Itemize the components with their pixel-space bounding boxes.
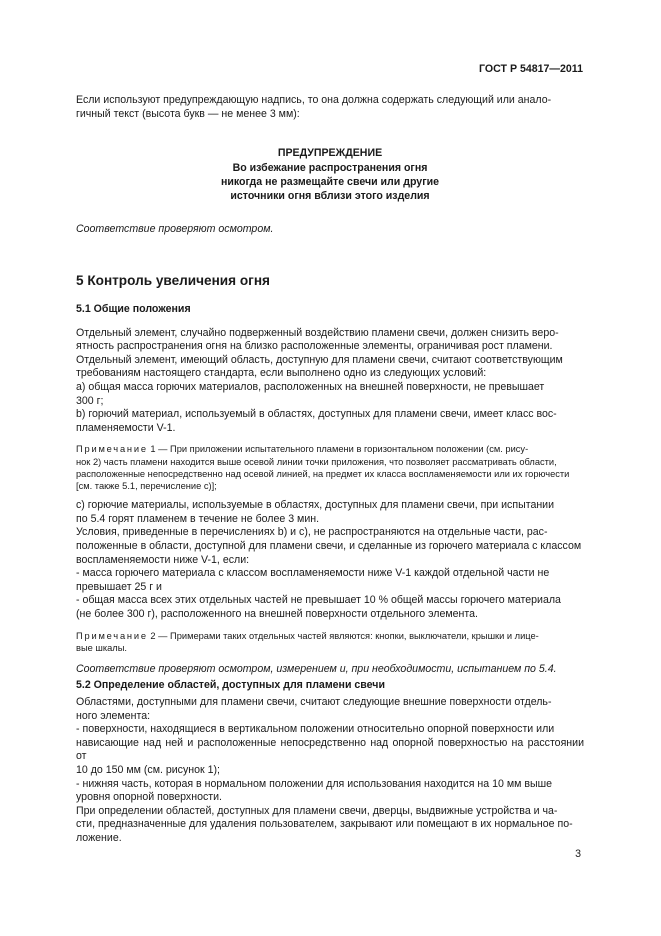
intro-paragraph xyxy=(76,94,584,121)
warning-line: никогда не размещайте свечи или другие xyxy=(220,176,440,188)
text-line: - масса горючего материала с классом воспламеняемости ниже V-1 каждой отдельной части не xyxy=(76,567,550,580)
text-line: воспламеняемости ниже V-1, если: xyxy=(76,553,250,566)
text-line: вые шкалы. xyxy=(76,642,127,653)
text-line: превышает 25 г и xyxy=(76,580,162,593)
warning-line: источники огня вблизи этого изделия xyxy=(230,190,430,203)
compliance-note: Соответствие проверяют осмотром, измерением и, при необходимости, испытанием по 5.4. xyxy=(76,662,557,675)
text-line: b) горючий материал, используемый в областях, доступных для пламени свечи, имеет класс вос- xyxy=(76,408,557,421)
note-2 xyxy=(76,630,584,654)
compliance-note: Соответствие проверяют осмотром. xyxy=(76,222,274,235)
subsection-heading: 5.1 Общие положения xyxy=(76,303,191,315)
document-code: ГОСТ Р 54817—2011 xyxy=(479,63,583,75)
text-line: ложение. xyxy=(76,832,122,845)
subsection-heading: 5.2 Определение областей, доступных для пламени свечи xyxy=(76,678,385,691)
page-content xyxy=(76,94,584,846)
text-line: 10 до 150 мм (см. рисунок 1); xyxy=(76,764,220,777)
text-line: 2 — Примерами таких отдельных частей являются: кнопки, выключатели, крышки и лице- xyxy=(147,630,539,641)
paragraph xyxy=(76,696,584,846)
text-line: требованиям настоящего стандарта, если выполнено одно из следующих условий: xyxy=(76,367,487,380)
text-line: 1 — При приложении испытательного пламени в горизонтальном положении (см. рису- xyxy=(147,444,529,455)
note-label: Примечание xyxy=(76,630,148,641)
text-line: уровня опорной поверхности. xyxy=(76,791,222,804)
warning-block xyxy=(76,146,584,204)
text-line: - поверхности, находящиеся в вертикальном положении относительно опорной поверхности или xyxy=(76,723,555,736)
text-line: нависающие над ней и расположенные непосредственно над опорной поверхностью на расстоянии от xyxy=(76,736,584,763)
note-1 xyxy=(76,443,584,492)
text-line: с) горючие материалы, используемые в областях, доступных для пламени свечи, при испытании xyxy=(76,499,555,512)
text-line: [см. также 5.1, перечисление с)]; xyxy=(76,480,217,491)
text-line: расположенные непосредственно над осевой линией, на предмет их класса воспламеняемости или их горючести xyxy=(76,468,570,479)
text-line: При определении областей, доступных для пламени свечи, дверцы, выдвижные устройства и ча- xyxy=(76,804,558,817)
text-line: сти, предназначенные для удаления пользователем, закрывают или помещают в их нормальное по- xyxy=(76,818,573,831)
text-line: пламеняемости V-1. xyxy=(76,421,176,434)
text-line: - общая масса всех этих отдельных частей не превышает 10 % общей массы горючего материала xyxy=(76,594,561,607)
text-line: (не более 300 г), расположенного на внешней поверхности отдельного элемента. xyxy=(76,607,478,620)
text-line: положенные в области, доступной для пламени свечи, и сделанные из горючего материала с классом xyxy=(76,539,582,552)
text-line: гичный текст (высота букв — не менее 3 мм): xyxy=(76,107,300,120)
note-label: Примечание xyxy=(76,444,148,455)
paragraph xyxy=(76,499,584,621)
paragraph xyxy=(76,327,584,436)
text-line: 300 г; xyxy=(76,394,104,407)
text-line: Отдельный элемент, случайно подверженный воздействию пламени свечи, должен снизить веро- xyxy=(76,326,559,339)
text-line: - нижняя часть, которая в нормальном положении для использования находится на 10 мм выше xyxy=(76,777,552,790)
warning-title: ПРЕДУПРЕЖДЕНИЕ xyxy=(277,147,383,160)
text-line: ятность распространения огня на близко расположенные элементы, ограничивая рост пламени. xyxy=(76,340,553,353)
warning-line: Во избежание распространения огня xyxy=(232,161,428,174)
section-heading: 5 Контроль увеличения огня xyxy=(76,273,270,289)
text-line: Отдельный элемент, имеющий область, доступную для пламени свечи, считают соответствующим xyxy=(76,353,563,366)
text-line: Областями, доступными для пламени свечи, считают следующие внешние поверхности отдель- xyxy=(76,696,552,709)
page-number: 3 xyxy=(575,848,581,860)
text-line: Условия, приведенные в перечислениях b) и с), не распространяются на отдельные части, рас- xyxy=(76,526,548,539)
text-line: Если используют предупреждающую надпись, то она должна содержать следующий или анало- xyxy=(76,94,552,106)
text-line: по 5.4 горят пламенем в течение не более 3 мин. xyxy=(76,512,320,525)
text-line: а) общая масса горючих материалов, расположенных на внешней поверхности, не превышает xyxy=(76,380,545,393)
text-line: ного элемента: xyxy=(76,709,151,722)
text-line: нок 2) часть пламени находится выше осевой линии точки приложения, что позволяет рассматривать области, xyxy=(76,456,557,467)
